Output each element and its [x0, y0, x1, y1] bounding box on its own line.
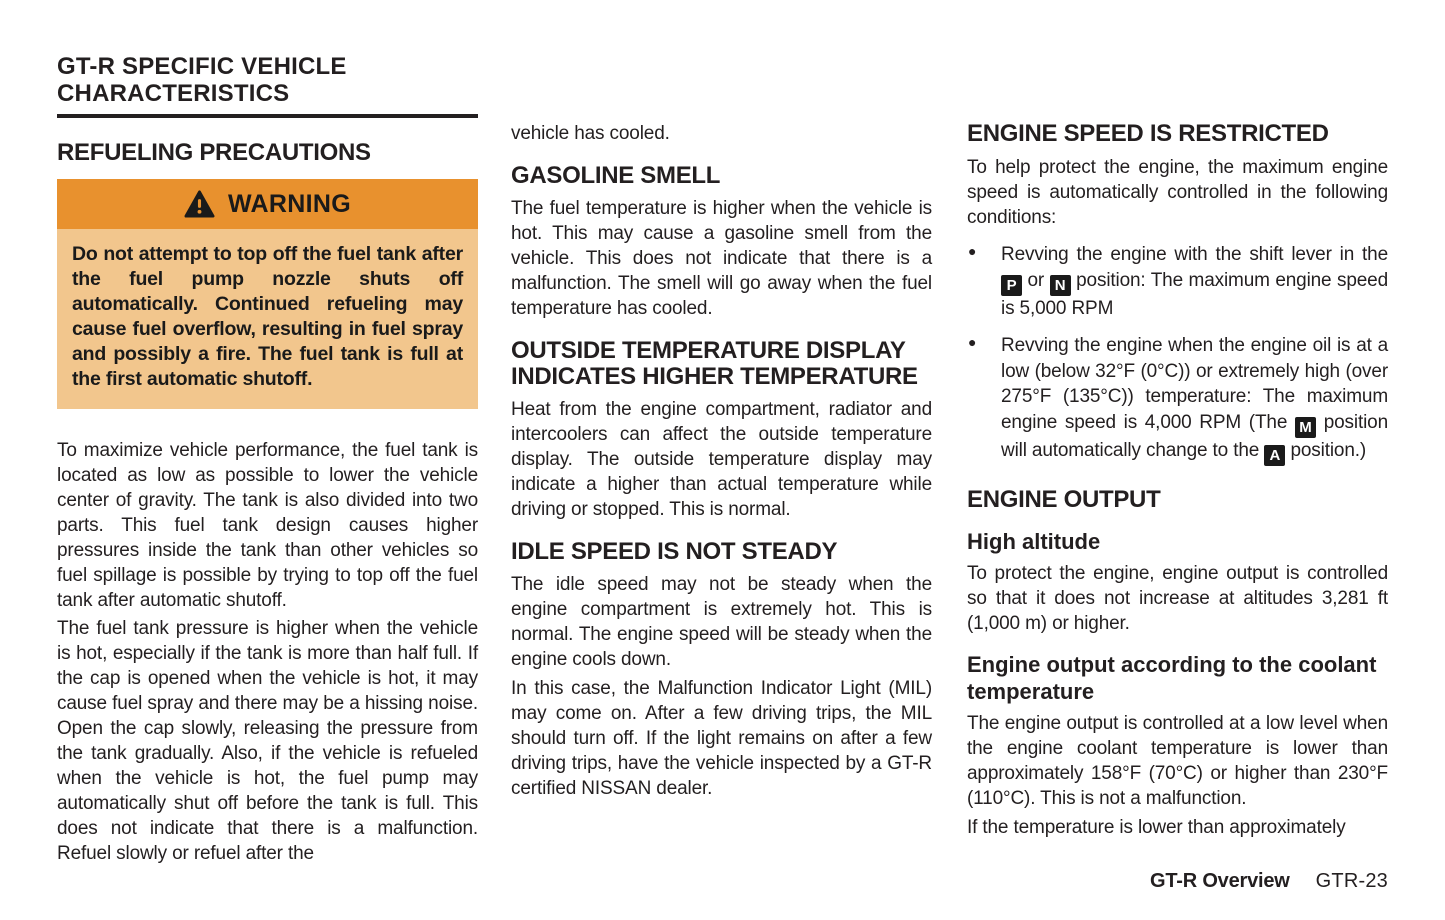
- page-footer: [1150, 870, 1388, 893]
- bullet-item-oil-temperature: [967, 333, 1388, 466]
- idle-speed-paragraph-2: In this case, the Malfunction Indicator Light (MIL) may come on. After a few driving trips, the MIL should turn off. If the light remains on after a few driving trips, have the vehicle inspected by a GT-R certified NISSAN dealer.: [511, 678, 932, 799]
- page-title: GT-R SPECIFIC VEHICLE CHARACTERISTICS: [57, 53, 347, 107]
- outside-temperature-heading: OUTSIDE TEMPERATURE DISPLAY INDICATES HIGHER TEMPERATURE: [511, 337, 918, 390]
- shift-position-badge-a: A: [1264, 445, 1285, 466]
- high-altitude-subsection: [967, 528, 1388, 636]
- warning-body-text: Do not attempt to top off the fuel tank after the fuel pump nozzle shuts off automatically. Continued refueling may cause fuel overflow, resulting in fuel spray and possibly a fire. The fuel tank is full at the first automatic shutoff.: [57, 229, 478, 409]
- gasoline-smell-heading: GASOLINE SMELL: [511, 162, 721, 189]
- refueling-precautions-heading: REFUELING PRECAUTIONS: [57, 139, 371, 166]
- bullet-dot: ●: [968, 243, 977, 259]
- outside-temperature-section: [511, 338, 932, 522]
- warning-box: [57, 179, 478, 409]
- engine-output-heading: ENGINE OUTPUT: [967, 485, 1161, 513]
- gasoline-smell-section: [511, 163, 932, 321]
- coolant-temperature-heading: Engine output according to the coolant temperature: [967, 651, 1377, 704]
- idle-speed-heading: IDLE SPEED IS NOT STEADY: [511, 538, 838, 565]
- fuel-pressure-paragraph: The fuel tank pressure is higher when the vehicle is hot, especially if the tank is more than half full. If the cap is opened when the vehicle is hot, it may cause fuel spray and there may be a hissing noise. Open the cap slowly, releasing the pressure from the tank gradually. Also, if the vehicle is refueled when the vehicle is hot, the fuel pump may automatically shut off before the tank is full. This does not indicate that there is a malfunction. Refuel slowly or refuel after the: [57, 618, 478, 864]
- coolant-temperature-paragraph-1: The engine output is controlled at a low level when the engine coolant temperature is lower than approximately 158°F (70°C) or higher than 230°F (110°C). This is not a malfunction.: [967, 712, 1388, 809]
- warning-box-header: [57, 179, 478, 229]
- middle-column: [511, 0, 932, 801]
- footer-section-name: GT-R Overview: [1149, 870, 1290, 892]
- coolant-temperature-subsection: [967, 651, 1388, 840]
- bullet-dot: ●: [968, 334, 977, 350]
- bullet-item-shift-lever: [967, 242, 1388, 321]
- gasoline-smell-paragraph: The fuel temperature is higher when the vehicle is hot. This may cause a gasoline smell from the vehicle. This does not indicate that there is a malfunction. The smell will go away when the fuel temperature has cooled.: [511, 198, 932, 319]
- engine-speed-bullet-list: [967, 242, 1388, 466]
- title-rule: [57, 114, 478, 118]
- shift-position-badge-n: N: [1050, 275, 1071, 296]
- left-column: [57, 0, 478, 866]
- right-column: [967, 0, 1388, 840]
- idle-speed-paragraph-1: The idle speed may not be steady when the engine compartment is extremely hot. This is normal. The engine speed will be steady when the engine cools down.: [511, 574, 932, 670]
- warning-triangle-icon: [184, 190, 215, 219]
- shift-position-badge-p: P: [1001, 275, 1022, 296]
- bullet-text: Revving the engine when the engine oil is at a low (below 32°F (0°C)) or extremely high (over 275°F (135°C)) temperature: The maximum engine speed is 4,000 RPM (The M position will automatically change to the A position.): [1001, 335, 1388, 464]
- continuation-text: vehicle has cooled.: [511, 123, 670, 144]
- coolant-temperature-paragraph-2: If the temperature is lower than approximately: [967, 816, 1346, 838]
- shift-position-badge-m: M: [1295, 417, 1316, 438]
- footer-page-number: GTR-23: [1315, 870, 1388, 892]
- high-altitude-heading: High altitude: [967, 528, 1101, 554]
- idle-speed-section: [511, 539, 932, 801]
- fuel-tank-paragraph: To maximize vehicle performance, the fuel tank is located as low as possible to lower the vehicle center of gravity. The tank is also divided into two parts. This fuel tank design causes higher pressures inside the tank than other vehicles so fuel spillage is possible by trying to top off the fuel tank after automatic shutoff.: [57, 440, 478, 611]
- bullet-text: Revving the engine with the shift lever in the P or N position: The maximum engine speed is 5,000 RPM: [1001, 244, 1389, 319]
- outside-temperature-paragraph: Heat from the engine compartment, radiator and intercoolers can affect the outside temperature display. The outside temperature display may indicate a higher than actual temperature while driving or stopped. This is normal.: [511, 399, 932, 520]
- engine-speed-restricted-heading: ENGINE SPEED IS RESTRICTED: [967, 120, 1329, 147]
- high-altitude-paragraph: To protect the engine, engine output is controlled so that it does not increase at altitudes 3,281 ft (1,000 m) or higher.: [967, 562, 1388, 634]
- engine-speed-intro-paragraph: To help protect the engine, the maximum engine speed is automatically controlled in the following conditions:: [967, 157, 1388, 228]
- warning-label: WARNING: [228, 189, 351, 218]
